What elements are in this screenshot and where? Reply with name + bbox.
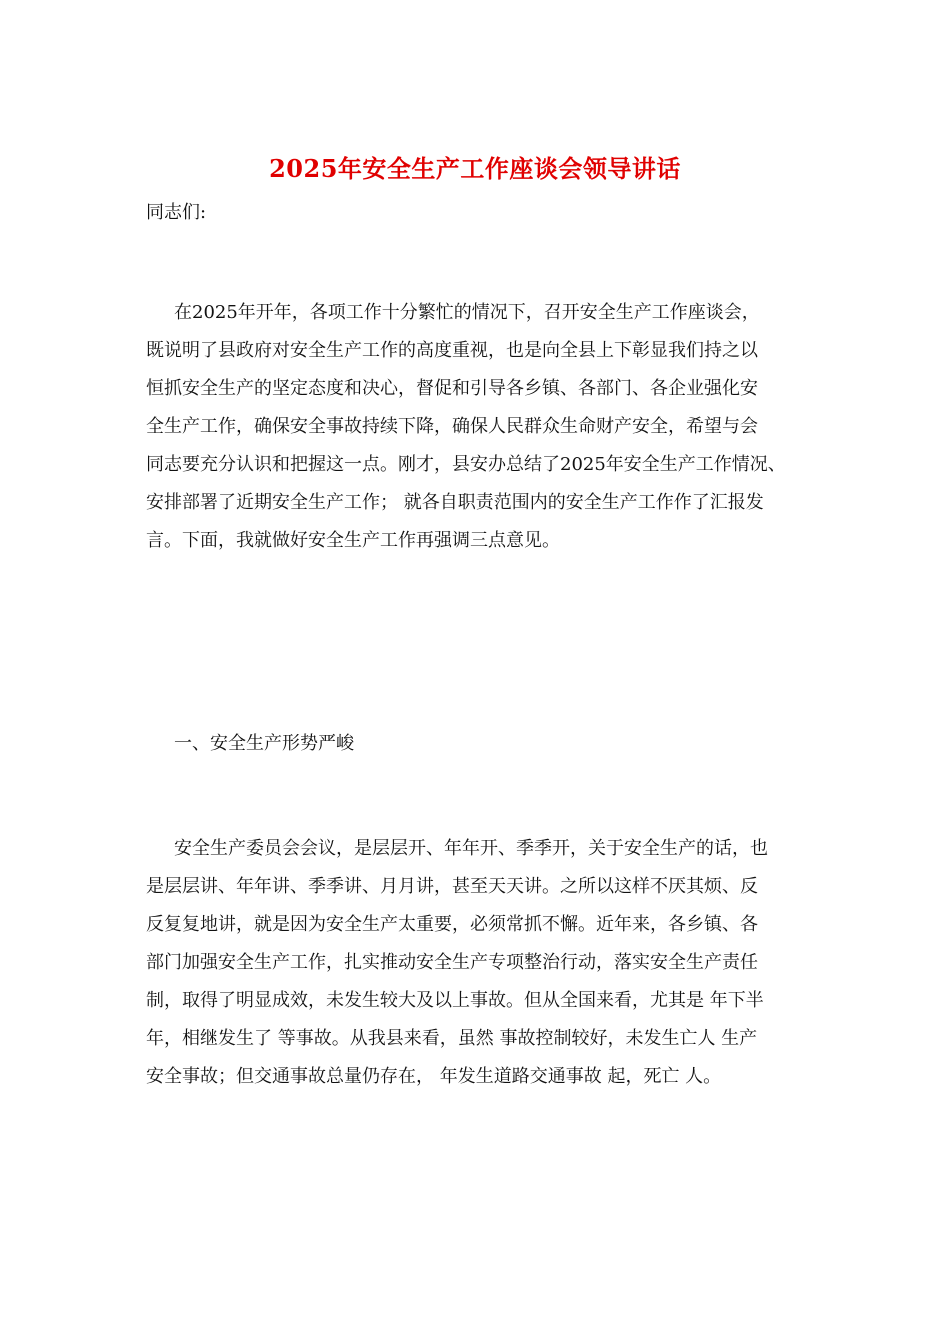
paragraph-1-line: 在2025年开年，各项工作十分繁忙的情况下，召开安全生产工作座谈会， bbox=[174, 302, 760, 323]
paragraph-2-line: 安全生产委员会会议，是层层开、年年开、季季开，关于安全生产的话，也 bbox=[174, 838, 768, 859]
paragraph-2-line: 安全事故；但交通事故总量仍存在， 年发生道路交通事故 起，死亡 人。 bbox=[146, 1066, 722, 1087]
paragraph-1-line: 恒抓安全生产的坚定态度和决心，督促和引导各乡镇、各部门、各企业强化安 bbox=[146, 378, 758, 399]
section-heading: 一、安全生产形势严峻 bbox=[174, 733, 354, 754]
paragraph-1-line: 同志要充分认识和把握这一点。刚才，县安办总结了2025年安全生产工作情况、 bbox=[146, 454, 786, 475]
paragraph-1-line: 既说明了县政府对安全生产工作的高度重视，也是向全县上下彰显我们持之以 bbox=[146, 340, 758, 361]
greeting: 同志们: bbox=[146, 202, 207, 223]
paragraph-2-line: 是层层讲、年年讲、季季讲、月月讲，甚至天天讲。之所以这样不厌其烦、反 bbox=[146, 876, 758, 897]
paragraph-2-line: 部门加强安全生产工作，扎实推动安全生产专项整治行动，落实安全生产责任 bbox=[146, 952, 758, 973]
paragraph-1-line: 全生产工作，确保安全事故持续下降，确保人民群众生命财产安全，希望与会 bbox=[146, 416, 758, 437]
paragraph-2-line: 反复复地讲，就是因为安全生产太重要，必须常抓不懈。近年来，各乡镇、各 bbox=[146, 914, 758, 935]
paragraph-1-line: 安排部署了近期安全生产工作； 就各自职责范围内的安全生产工作作了汇报发 bbox=[146, 492, 764, 513]
paragraph-2-line: 制，取得了明显成效，未发生较大及以上事故。但从全国来看，尤其是 年下半 bbox=[146, 990, 764, 1011]
document-title: 2025年安全生产工作座谈会领导讲话 bbox=[269, 154, 681, 183]
paragraph-2-line: 年，相继发生了 等事故。从我县来看，虽然 事故控制较好，未发生亡人 生产 bbox=[146, 1028, 758, 1049]
paragraph-1-line: 言。下面，我就做好安全生产工作再强调三点意见。 bbox=[146, 530, 560, 551]
